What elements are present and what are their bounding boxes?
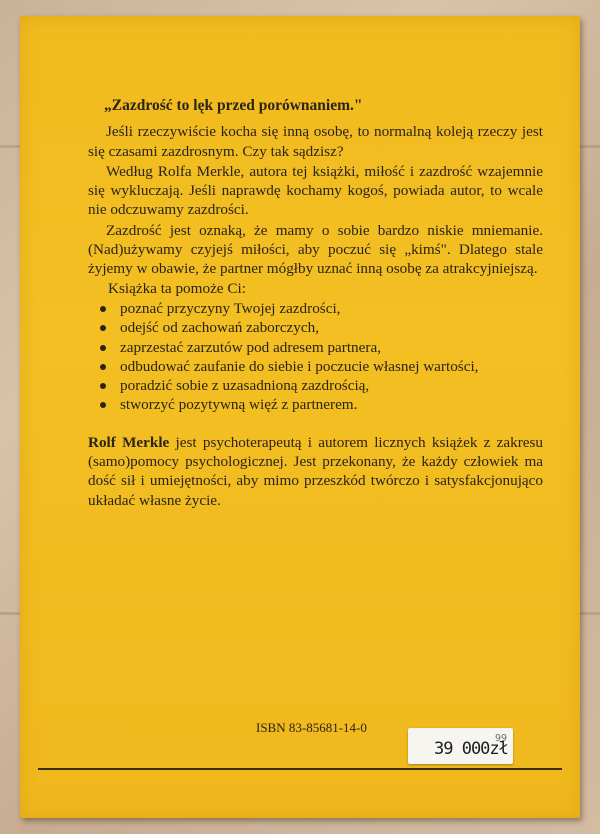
author-bio (88, 433, 543, 510)
list-item: poradzić sobie z uzasadnioną zazdrością, (88, 376, 543, 395)
price-value: 39 000zł (434, 739, 508, 759)
isbn-number: ISBN 83-85681-14-0 (256, 720, 367, 735)
paragraph-1: Jeśli rzeczywiście kocha się inną osobę, to normalną koleją rzeczy jest się czasami zazdrosnym. Czy tak sądzisz? (88, 123, 543, 160)
headline-quote: „Zazdrość to lęk przed porównaniem." (104, 97, 363, 114)
bullet-icon (100, 402, 106, 408)
paragraph-3: Zazdrość jest oznaką, że mamy o sobie bardzo niskie mniemanie. (Nad)używamy czyjejś miłości, aby poczuć się „kimś". Dlatego stale żyjemy w obawie, że partner mógłby uznać inną osobę za atrakcyjniejszą. (88, 221, 543, 278)
list-item: stworzyć pozytywną więź z partnerem. (88, 395, 543, 414)
bottom-rule (38, 768, 562, 770)
list-item: zaprzestać zarzutów pod adresem partnera, (88, 338, 543, 357)
paragraph-2: Według Rolfa Merkle, autora tej książki, miłość i zazdrość wzajemnie się wykluczają. Jeśli naprawdę kochamy kogoś, powiada autor, to wcale nie odczuwamy zazdrości. (88, 162, 543, 219)
cover-text-block (88, 96, 543, 525)
author-name: Rolf Merkle (88, 433, 170, 451)
price-sticker-code: 66 (494, 731, 507, 742)
list-item: odejść od zachowań zaborczych, (88, 318, 543, 337)
list-item: poznać przyczyny Twojej zazdrości, (88, 299, 543, 318)
book-back-cover (20, 16, 580, 818)
bullet-icon (100, 325, 106, 331)
bullet-icon (100, 364, 106, 370)
list-lead: Książka ta pomoże Ci: (108, 279, 246, 297)
author-bio-text: jest psychoterapeutą i autorem licznych książek z zakresu (samo)pomocy psychologicznej. Jest przekonany, że każdy człowiek ma dość sił i umiejętności, aby mimo przeszkód twórczo i satysfakcjonująco układać własne życie. (88, 433, 543, 509)
bullet-icon (100, 345, 106, 351)
bullet-icon (100, 383, 106, 389)
list-item: odbudować zaufanie do siebie i poczucie własnej wartości, (88, 357, 543, 376)
benefit-list (88, 299, 543, 415)
bullet-icon (100, 306, 106, 312)
price-sticker (408, 728, 513, 764)
